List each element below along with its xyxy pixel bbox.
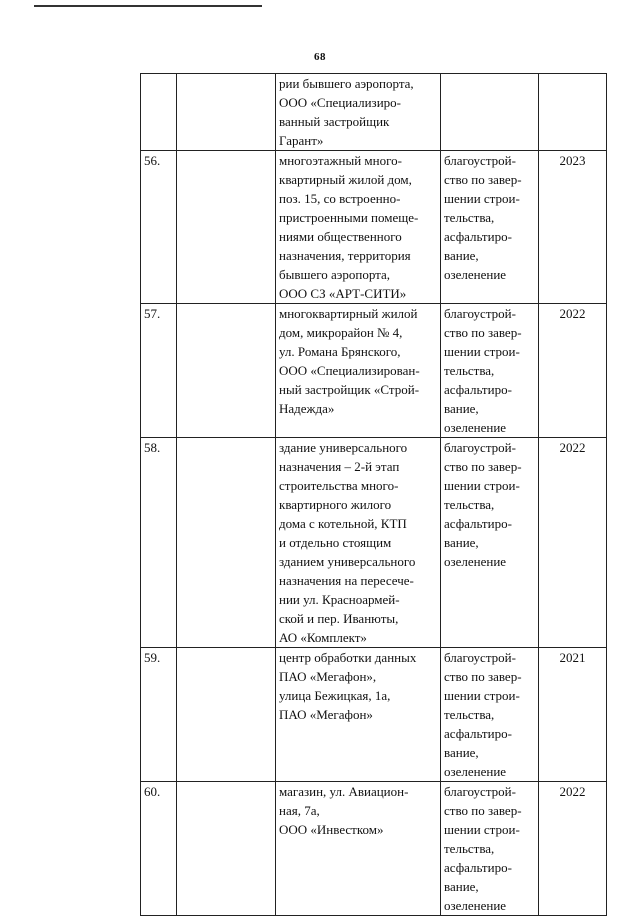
object-description: многоквартирный жилой дом, микрорайон № 4, ул. Романа Брянского, ООО «Специализирован- ный застройщик «Строй- Надежда» [276, 304, 441, 438]
blank-cell [177, 74, 276, 151]
blank-cell [177, 151, 276, 304]
completion-year: 2021 [539, 648, 607, 782]
row-number: 56. [141, 151, 177, 304]
work-type: благоустрой- ство по завер- шении строи- тельства, асфальтиро- вание, озеленение [441, 438, 539, 648]
object-description: здание универсального назначения – 2-й этап строительства много- квартирного жилого дома с котельной, КТП и отдельно стоящим зданием универсального назначения на пересече- нии ул. Красноармей- ской и пер. Иванюты, АО «Комплект» [276, 438, 441, 648]
row-number: 57. [141, 304, 177, 438]
table-row [141, 438, 607, 648]
completion-year: 2022 [539, 438, 607, 648]
table-row [141, 648, 607, 782]
row-number: 58. [141, 438, 177, 648]
object-description: рии бывшего аэропорта, ООО «Специализиро- ванный застройщик Гарант» [276, 74, 441, 151]
completion-year: 2022 [539, 782, 607, 916]
object-description: центр обработки данных ПАО «Мегафон», улица Бежицкая, 1а, ПАО «Мегафон» [276, 648, 441, 782]
blank-cell [177, 782, 276, 916]
work-type [441, 74, 539, 151]
completion-year: 2022 [539, 304, 607, 438]
objects-table [140, 73, 607, 916]
completion-year [539, 74, 607, 151]
work-type: благоустрой- ство по завер- шении строи- тельства, асфальтиро- вание, озеленение [441, 304, 539, 438]
row-number [141, 74, 177, 151]
page-number: 68 [314, 51, 326, 63]
blank-cell [177, 648, 276, 782]
blank-cell [177, 304, 276, 438]
object-description: многоэтажный много- квартирный жилой дом, поз. 15, со встроенно- пристроенными помеще- ниями общественного назначения, территория бывшего аэропорта, ООО СЗ «АРТ-СИТИ» [276, 151, 441, 304]
row-number: 60. [141, 782, 177, 916]
table-row [141, 782, 607, 916]
work-type: благоустрой- ство по завер- шении строи- тельства, асфальтиро- вание, озеленение [441, 648, 539, 782]
object-description: магазин, ул. Авиацион- ная, 7а, ООО «Инвестком» [276, 782, 441, 916]
table-row [141, 74, 607, 151]
table-row [141, 151, 607, 304]
row-number: 59. [141, 648, 177, 782]
completion-year: 2023 [539, 151, 607, 304]
work-type: благоустрой- ство по завер- шении строи- тельства, асфальтиро- вание, озеленение [441, 151, 539, 304]
table-row [141, 304, 607, 438]
header-rule [34, 5, 262, 7]
blank-cell [177, 438, 276, 648]
work-type: благоустрой- ство по завер- шении строи- тельства, асфальтиро- вание, озеленение [441, 782, 539, 916]
